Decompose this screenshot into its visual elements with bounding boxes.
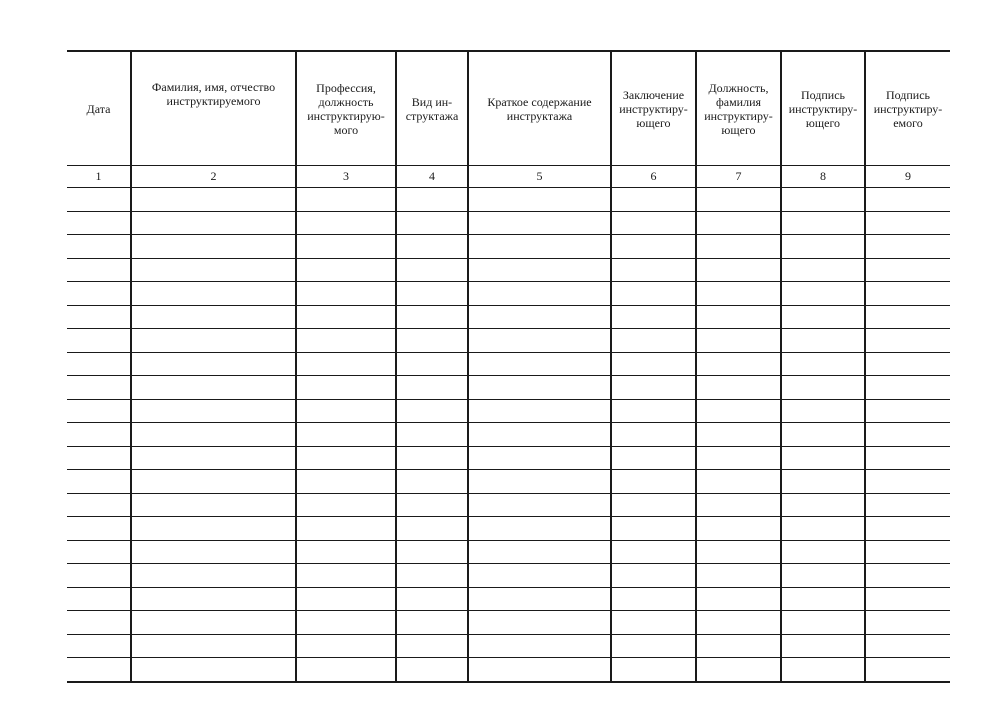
empty-cell[interactable] <box>67 446 131 470</box>
empty-cell[interactable] <box>611 658 696 682</box>
empty-cell[interactable] <box>468 376 611 400</box>
empty-cell[interactable] <box>131 376 296 400</box>
table-row <box>67 376 950 400</box>
empty-cell[interactable] <box>468 399 611 423</box>
empty-cell[interactable] <box>611 634 696 658</box>
header-instructor-position-name: Должность, фамилия инструктиру- ющего <box>696 51 781 166</box>
empty-cell[interactable] <box>296 634 396 658</box>
empty-cell[interactable] <box>396 564 468 588</box>
empty-cell[interactable] <box>131 211 296 235</box>
empty-cell[interactable] <box>696 329 781 353</box>
header-instruction-type: Вид ин- структажа <box>396 51 468 166</box>
empty-cell[interactable] <box>67 658 131 682</box>
empty-cell[interactable] <box>865 235 950 259</box>
table-row <box>67 470 950 494</box>
empty-cell[interactable] <box>296 282 396 306</box>
empty-cell[interactable] <box>396 493 468 517</box>
empty-cell[interactable] <box>67 399 131 423</box>
header-instruction-summary: Краткое содержание инструктажа <box>468 51 611 166</box>
empty-cell[interactable] <box>865 211 950 235</box>
empty-cell[interactable] <box>865 352 950 376</box>
empty-cell[interactable] <box>468 493 611 517</box>
table-row <box>67 258 950 282</box>
empty-cell[interactable] <box>296 470 396 494</box>
empty-cell[interactable] <box>296 517 396 541</box>
empty-cell[interactable] <box>131 634 296 658</box>
table-row <box>67 564 950 588</box>
empty-cell[interactable] <box>296 611 396 635</box>
empty-cell[interactable] <box>396 446 468 470</box>
empty-cell[interactable] <box>611 329 696 353</box>
empty-cell[interactable] <box>696 611 781 635</box>
column-number: 2 <box>131 166 296 188</box>
empty-cell[interactable] <box>696 282 781 306</box>
table-row <box>67 517 950 541</box>
empty-cell[interactable] <box>131 446 296 470</box>
empty-cell[interactable] <box>468 188 611 212</box>
empty-cell[interactable] <box>611 399 696 423</box>
empty-cell[interactable] <box>696 423 781 447</box>
empty-cell[interactable] <box>396 611 468 635</box>
header-trainee-signature: Подпись инструктиру- емого <box>865 51 950 166</box>
empty-cell[interactable] <box>781 376 865 400</box>
journal-entries <box>67 188 950 682</box>
table-row <box>67 211 950 235</box>
empty-cell[interactable] <box>696 587 781 611</box>
empty-cell[interactable] <box>131 611 296 635</box>
table-row <box>67 282 950 306</box>
empty-cell[interactable] <box>781 517 865 541</box>
empty-cell[interactable] <box>396 540 468 564</box>
empty-cell[interactable] <box>396 329 468 353</box>
empty-cell[interactable] <box>296 446 396 470</box>
empty-cell[interactable] <box>611 540 696 564</box>
header-profession: Профессия, должность инструктирую- мого <box>296 51 396 166</box>
empty-cell[interactable] <box>781 399 865 423</box>
empty-cell[interactable] <box>396 517 468 541</box>
empty-cell[interactable] <box>67 211 131 235</box>
empty-cell[interactable] <box>611 446 696 470</box>
empty-cell[interactable] <box>67 517 131 541</box>
empty-cell[interactable] <box>781 470 865 494</box>
empty-cell[interactable] <box>131 493 296 517</box>
empty-cell[interactable] <box>865 493 950 517</box>
empty-cell[interactable] <box>468 587 611 611</box>
empty-cell[interactable] <box>611 376 696 400</box>
empty-cell[interactable] <box>131 423 296 447</box>
empty-cell[interactable] <box>781 564 865 588</box>
empty-cell[interactable] <box>611 211 696 235</box>
empty-cell[interactable] <box>131 564 296 588</box>
empty-cell[interactable] <box>865 188 950 212</box>
table-row <box>67 658 950 682</box>
empty-cell[interactable] <box>696 399 781 423</box>
empty-cell[interactable] <box>865 611 950 635</box>
empty-cell[interactable] <box>67 376 131 400</box>
empty-cell[interactable] <box>865 564 950 588</box>
empty-cell[interactable] <box>865 587 950 611</box>
empty-cell[interactable] <box>468 611 611 635</box>
empty-cell[interactable] <box>131 258 296 282</box>
empty-cell[interactable] <box>296 329 396 353</box>
empty-cell[interactable] <box>131 517 296 541</box>
column-number: 4 <box>396 166 468 188</box>
empty-cell[interactable] <box>296 376 396 400</box>
empty-cell[interactable] <box>67 352 131 376</box>
empty-cell[interactable] <box>611 188 696 212</box>
empty-cell[interactable] <box>865 399 950 423</box>
empty-cell[interactable] <box>296 235 396 259</box>
empty-cell[interactable] <box>611 352 696 376</box>
empty-cell[interactable] <box>396 235 468 259</box>
empty-cell[interactable] <box>131 470 296 494</box>
empty-cell[interactable] <box>611 235 696 259</box>
empty-cell[interactable] <box>865 446 950 470</box>
empty-cell[interactable] <box>131 658 296 682</box>
empty-cell[interactable] <box>67 423 131 447</box>
instruction-journal-table <box>67 50 950 683</box>
header-instructor-signature: Подпись инструктиру- ющего <box>781 51 865 166</box>
empty-cell[interactable] <box>781 634 865 658</box>
empty-cell[interactable] <box>781 329 865 353</box>
column-number: 9 <box>865 166 950 188</box>
empty-cell[interactable] <box>468 235 611 259</box>
empty-cell[interactable] <box>296 587 396 611</box>
empty-cell[interactable] <box>396 423 468 447</box>
table-row <box>67 329 950 353</box>
empty-cell[interactable] <box>131 282 296 306</box>
empty-cell[interactable] <box>131 399 296 423</box>
empty-cell[interactable] <box>296 211 396 235</box>
empty-cell[interactable] <box>468 423 611 447</box>
table-row <box>67 493 950 517</box>
empty-cell[interactable] <box>865 634 950 658</box>
empty-cell[interactable] <box>67 587 131 611</box>
empty-cell[interactable] <box>67 634 131 658</box>
empty-cell[interactable] <box>396 258 468 282</box>
empty-cell[interactable] <box>396 399 468 423</box>
column-number: 5 <box>468 166 611 188</box>
empty-cell[interactable] <box>696 305 781 329</box>
empty-cell[interactable] <box>781 282 865 306</box>
empty-cell[interactable] <box>296 423 396 447</box>
empty-cell[interactable] <box>296 493 396 517</box>
empty-cell[interactable] <box>611 611 696 635</box>
empty-cell[interactable] <box>696 376 781 400</box>
empty-cell[interactable] <box>67 305 131 329</box>
empty-cell[interactable] <box>396 352 468 376</box>
header-instructor-conclusion: Заключение инструктиру- ющего <box>611 51 696 166</box>
empty-cell[interactable] <box>696 564 781 588</box>
empty-cell[interactable] <box>67 470 131 494</box>
empty-cell[interactable] <box>696 517 781 541</box>
empty-cell[interactable] <box>781 446 865 470</box>
empty-cell[interactable] <box>67 235 131 259</box>
empty-cell[interactable] <box>781 611 865 635</box>
empty-cell[interactable] <box>131 540 296 564</box>
empty-cell[interactable] <box>781 658 865 682</box>
empty-cell[interactable] <box>296 188 396 212</box>
empty-cell[interactable] <box>131 587 296 611</box>
empty-cell[interactable] <box>468 658 611 682</box>
empty-cell[interactable] <box>468 305 611 329</box>
header-row <box>67 51 950 166</box>
empty-cell[interactable] <box>468 329 611 353</box>
empty-cell[interactable] <box>781 258 865 282</box>
empty-cell[interactable] <box>781 587 865 611</box>
empty-cell[interactable] <box>611 470 696 494</box>
empty-cell[interactable] <box>67 188 131 212</box>
empty-cell[interactable] <box>611 305 696 329</box>
empty-cell[interactable] <box>67 282 131 306</box>
empty-cell[interactable] <box>67 564 131 588</box>
table-row <box>67 587 950 611</box>
empty-cell[interactable] <box>696 258 781 282</box>
empty-cell[interactable] <box>296 305 396 329</box>
table-row <box>67 352 950 376</box>
empty-cell[interactable] <box>396 376 468 400</box>
table-row <box>67 399 950 423</box>
empty-cell[interactable] <box>396 188 468 212</box>
column-number: 3 <box>296 166 396 188</box>
empty-cell[interactable] <box>865 376 950 400</box>
empty-cell[interactable] <box>468 282 611 306</box>
empty-cell[interactable] <box>468 211 611 235</box>
header-full-name: Фамилия, имя, отчество инструктируемого <box>131 51 296 166</box>
empty-cell[interactable] <box>468 517 611 541</box>
empty-cell[interactable] <box>696 188 781 212</box>
empty-cell[interactable] <box>468 258 611 282</box>
empty-cell[interactable] <box>611 258 696 282</box>
empty-cell[interactable] <box>396 587 468 611</box>
empty-cell[interactable] <box>865 305 950 329</box>
empty-cell[interactable] <box>781 235 865 259</box>
empty-cell[interactable] <box>611 517 696 541</box>
header-date: Дата <box>67 51 131 166</box>
table-row <box>67 188 950 212</box>
empty-cell[interactable] <box>696 634 781 658</box>
empty-cell[interactable] <box>468 446 611 470</box>
empty-cell[interactable] <box>296 564 396 588</box>
empty-cell[interactable] <box>781 188 865 212</box>
empty-cell[interactable] <box>696 235 781 259</box>
empty-cell[interactable] <box>611 564 696 588</box>
empty-cell[interactable] <box>696 470 781 494</box>
empty-cell[interactable] <box>696 540 781 564</box>
empty-cell[interactable] <box>865 329 950 353</box>
empty-cell[interactable] <box>865 258 950 282</box>
empty-cell[interactable] <box>781 423 865 447</box>
empty-cell[interactable] <box>611 587 696 611</box>
empty-cell[interactable] <box>468 470 611 494</box>
empty-cell[interactable] <box>296 352 396 376</box>
empty-cell[interactable] <box>781 211 865 235</box>
table-row <box>67 446 950 470</box>
empty-cell[interactable] <box>396 305 468 329</box>
column-number: 6 <box>611 166 696 188</box>
empty-cell[interactable] <box>67 329 131 353</box>
empty-cell[interactable] <box>468 634 611 658</box>
empty-cell[interactable] <box>865 517 950 541</box>
table-row <box>67 611 950 635</box>
empty-cell[interactable] <box>781 540 865 564</box>
empty-cell[interactable] <box>468 540 611 564</box>
empty-cell[interactable] <box>696 211 781 235</box>
empty-cell[interactable] <box>396 282 468 306</box>
empty-cell[interactable] <box>296 258 396 282</box>
empty-cell[interactable] <box>131 188 296 212</box>
empty-cell[interactable] <box>468 352 611 376</box>
empty-cell[interactable] <box>781 305 865 329</box>
empty-cell[interactable] <box>396 470 468 494</box>
column-number-row <box>67 166 950 188</box>
empty-cell[interactable] <box>131 235 296 259</box>
empty-cell[interactable] <box>696 352 781 376</box>
empty-cell[interactable] <box>696 493 781 517</box>
empty-cell[interactable] <box>296 658 396 682</box>
empty-cell[interactable] <box>296 399 396 423</box>
empty-cell[interactable] <box>396 658 468 682</box>
empty-cell[interactable] <box>865 423 950 447</box>
table-row <box>67 540 950 564</box>
empty-cell[interactable] <box>396 211 468 235</box>
empty-cell[interactable] <box>296 540 396 564</box>
empty-cell[interactable] <box>696 446 781 470</box>
empty-cell[interactable] <box>131 305 296 329</box>
empty-cell[interactable] <box>131 329 296 353</box>
empty-cell[interactable] <box>865 282 950 306</box>
column-number: 7 <box>696 166 781 188</box>
table-row <box>67 423 950 447</box>
table-row <box>67 634 950 658</box>
empty-cell[interactable] <box>131 352 296 376</box>
column-number: 8 <box>781 166 865 188</box>
empty-cell[interactable] <box>67 540 131 564</box>
empty-cell[interactable] <box>468 564 611 588</box>
empty-cell[interactable] <box>611 423 696 447</box>
empty-cell[interactable] <box>396 634 468 658</box>
empty-cell[interactable] <box>611 282 696 306</box>
table-row <box>67 235 950 259</box>
empty-cell[interactable] <box>865 470 950 494</box>
column-number: 1 <box>67 166 131 188</box>
empty-cell[interactable] <box>67 258 131 282</box>
empty-cell[interactable] <box>696 658 781 682</box>
empty-cell[interactable] <box>67 493 131 517</box>
empty-cell[interactable] <box>781 493 865 517</box>
empty-cell[interactable] <box>865 540 950 564</box>
table-row <box>67 305 950 329</box>
empty-cell[interactable] <box>611 493 696 517</box>
empty-cell[interactable] <box>781 352 865 376</box>
empty-cell[interactable] <box>865 658 950 682</box>
empty-cell[interactable] <box>67 611 131 635</box>
